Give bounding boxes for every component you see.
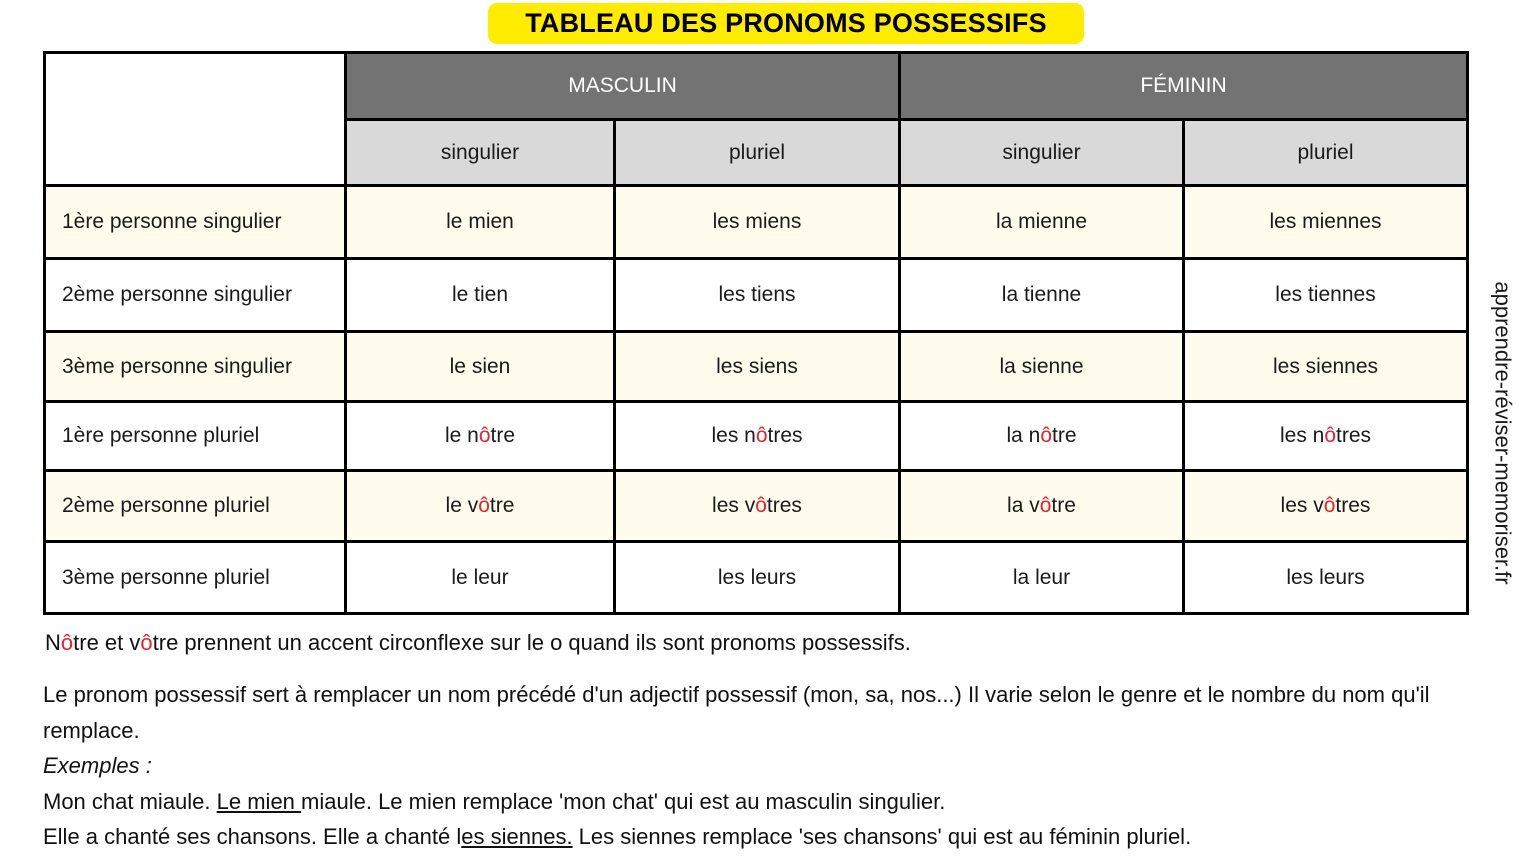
examples-title: Exemples :	[43, 753, 152, 778]
cell-fem-sing: la vôtre	[900, 471, 1184, 542]
row-label: 1ère personne pluriel	[45, 402, 346, 471]
cell-masc-plur: les tiens	[615, 259, 900, 332]
explanation-text: Le pronom possessif sert à remplacer un nom précédé d'un adjectif possessif (mon, sa, nos...) Il varie selon le genre et le nombre du nom qu'il remplace.	[43, 682, 1430, 743]
cell-fem-sing: la mienne	[900, 186, 1184, 259]
cell-fem-sing: la tienne	[900, 259, 1184, 332]
cell-masc-plur: les miens	[615, 186, 900, 259]
header-fem-pluriel: pluriel	[1184, 120, 1468, 186]
title-banner	[488, 3, 1084, 44]
header-masc-pluriel: pluriel	[615, 120, 900, 186]
table-row	[45, 542, 1468, 614]
table-row	[45, 402, 1468, 471]
cell-fem-plur: les miennes	[1184, 186, 1468, 259]
cell-fem-plur: les siennes	[1184, 332, 1468, 402]
accent-note: Nôtre et vôtre prennent un accent circonflexe sur le o quand ils sont pronoms possessifs.	[45, 630, 911, 655]
cell-masc-sing: le sien	[346, 332, 615, 402]
header-masculin: MASCULIN	[346, 53, 900, 120]
explanation-block	[43, 677, 1463, 855]
cell-masc-sing: le mien	[346, 186, 615, 259]
corner-cell	[45, 53, 346, 186]
gender-header-row	[45, 53, 1468, 120]
page-title: TABLEAU DES PRONOMS POSSESSIFS	[525, 8, 1047, 38]
header-fem-singulier: singulier	[900, 120, 1184, 186]
cell-fem-sing: la nôtre	[900, 402, 1184, 471]
cell-masc-plur: les nôtres	[615, 402, 900, 471]
cell-fem-plur: les nôtres	[1184, 402, 1468, 471]
cell-fem-sing: la leur	[900, 542, 1184, 614]
row-label: 3ème personne pluriel	[45, 542, 346, 614]
cell-masc-sing: le vôtre	[346, 471, 615, 542]
row-label: 2ème personne pluriel	[45, 471, 346, 542]
cell-masc-plur: les leurs	[615, 542, 900, 614]
cell-masc-sing: le leur	[346, 542, 615, 614]
possessive-pronouns-table	[43, 51, 1469, 615]
cell-fem-plur: les leurs	[1184, 542, 1468, 614]
cell-masc-sing: le tien	[346, 259, 615, 332]
accent-o: ô	[60, 630, 74, 655]
cell-fem-plur: les vôtres	[1184, 471, 1468, 542]
site-name: apprendre-réviser-memoriser.fr	[1491, 281, 1517, 585]
table-row	[45, 186, 1468, 259]
side-credit	[1486, 248, 1520, 618]
header-masc-singulier: singulier	[346, 120, 615, 186]
row-label: 2ème personne singulier	[45, 259, 346, 332]
cell-masc-plur: les vôtres	[615, 471, 900, 542]
example-1: Mon chat miaule. Le mien miaule. Le mien remplace 'mon chat' qui est au masculin singulier.	[43, 788, 946, 814]
example-2: Elle a chanté ses chansons. Elle a chanté les siennes. Les siennes remplace 'ses chansons' qui est au féminin pluriel.	[43, 824, 1192, 849]
cell-masc-sing: le nôtre	[346, 402, 615, 471]
table-row	[45, 259, 1468, 332]
table-row	[45, 332, 1468, 402]
table-row	[45, 471, 1468, 542]
cell-fem-plur: les tiennes	[1184, 259, 1468, 332]
row-label: 1ère personne singulier	[45, 186, 346, 259]
row-label: 3ème personne singulier	[45, 332, 346, 402]
cell-fem-sing: la sienne	[900, 332, 1184, 402]
header-feminin: FÉMININ	[900, 53, 1468, 120]
accent-o: ô	[140, 630, 153, 655]
cell-masc-plur: les siens	[615, 332, 900, 402]
